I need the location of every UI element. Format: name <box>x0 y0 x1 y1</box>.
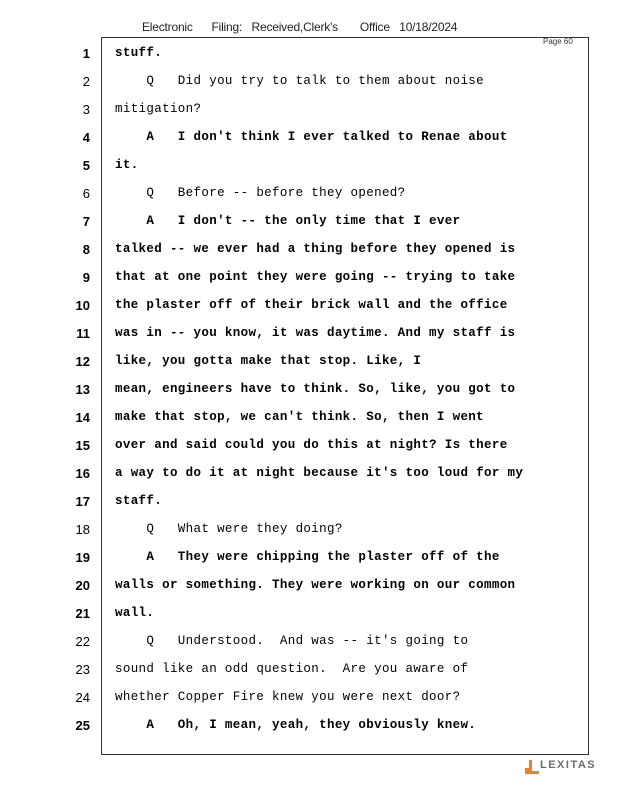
line-number: 1 <box>82 46 90 61</box>
line-text: that at one point they were going -- trying to take <box>115 270 516 284</box>
line-text: Q Before -- before they opened? <box>115 186 406 200</box>
line-number: 18 <box>75 522 90 537</box>
transcript-line <box>0 348 618 376</box>
line-number: 10 <box>75 298 90 313</box>
line-number: 19 <box>75 550 90 565</box>
transcript-line <box>0 572 618 600</box>
line-text: A I don't think I ever talked to Renae about <box>115 130 508 144</box>
transcript-line <box>0 236 618 264</box>
line-number: 25 <box>75 718 90 733</box>
transcript-line <box>0 488 618 516</box>
transcript-line <box>0 712 618 740</box>
line-number: 24 <box>75 690 90 705</box>
transcript-line <box>0 516 618 544</box>
line-text: stuff. <box>115 46 163 60</box>
line-text: A I don't -- the only time that I ever <box>115 214 461 228</box>
line-number: 11 <box>76 326 90 341</box>
transcript-line <box>0 292 618 320</box>
line-number: 9 <box>82 270 90 285</box>
line-text: walls or something. They were working on our common <box>115 578 516 592</box>
line-text: staff. <box>115 494 163 508</box>
lexitas-logo-icon <box>525 760 539 774</box>
line-text: was in -- you know, it was daytime. And my staff is <box>115 326 516 340</box>
transcript-line <box>0 264 618 292</box>
line-number: 5 <box>82 158 90 173</box>
line-text: whether Copper Fire knew you were next door? <box>115 690 461 704</box>
line-number: 22 <box>75 634 90 649</box>
line-number: 20 <box>75 578 90 593</box>
line-text: make that stop, we can't think. So, then I went <box>115 410 485 424</box>
line-text: Q Did you try to talk to them about noise <box>115 74 485 88</box>
line-number: 8 <box>82 242 90 257</box>
transcript-line <box>0 152 618 180</box>
page-number: Page 60 <box>543 37 573 46</box>
transcript-line <box>0 600 618 628</box>
line-text: Q Understood. And was -- it's going to <box>115 634 469 648</box>
transcript-line <box>0 68 618 96</box>
line-number: 7 <box>82 214 90 229</box>
line-number: 14 <box>75 410 90 425</box>
line-text: the plaster off of their brick wall and the office <box>115 298 508 312</box>
transcript-line <box>0 432 618 460</box>
line-text: A Oh, I mean, yeah, they obviously knew. <box>115 718 477 732</box>
line-number: 23 <box>75 662 90 677</box>
line-number: 15 <box>75 438 90 453</box>
transcript-line <box>0 628 618 656</box>
line-text: like, you gotta make that stop. Like, I <box>115 354 422 368</box>
line-text: mean, engineers have to think. So, like, you got to <box>115 382 516 396</box>
transcript-line <box>0 544 618 572</box>
line-text: sound like an odd question. Are you aware of <box>115 662 469 676</box>
line-text: over and said could you do this at night? Is there <box>115 438 508 452</box>
transcript-line <box>0 40 618 68</box>
line-number: 3 <box>82 102 90 117</box>
transcript-line <box>0 404 618 432</box>
line-number: 16 <box>75 466 90 481</box>
line-text: a way to do it at night because it's too loud for my <box>115 466 524 480</box>
line-text: wall. <box>115 606 155 620</box>
transcript-line <box>0 320 618 348</box>
lexitas-logo <box>525 757 595 777</box>
filing-stamp: Electronic Filing: Received,Clerk's Office 10/18/2024 <box>142 20 458 34</box>
line-number: 12 <box>75 354 90 369</box>
transcript-line <box>0 180 618 208</box>
line-text: mitigation? <box>115 102 202 116</box>
transcript-line <box>0 124 618 152</box>
transcript-line <box>0 656 618 684</box>
transcript-line <box>0 684 618 712</box>
transcript-line <box>0 96 618 124</box>
line-number: 6 <box>82 186 90 201</box>
lexitas-logo-text: LEXITAS <box>540 759 597 771</box>
line-number: 2 <box>82 74 90 89</box>
transcript-line <box>0 460 618 488</box>
line-number: 21 <box>75 606 90 621</box>
line-number: 17 <box>75 494 90 509</box>
line-text: it. <box>115 158 139 172</box>
transcript-line <box>0 376 618 404</box>
line-text: A They were chipping the plaster off of the <box>115 550 500 564</box>
line-text: Q What were they doing? <box>115 522 343 536</box>
line-number: 4 <box>82 130 90 145</box>
line-text: talked -- we ever had a thing before they opened is <box>115 242 516 256</box>
line-number: 13 <box>75 382 90 397</box>
transcript-line <box>0 208 618 236</box>
